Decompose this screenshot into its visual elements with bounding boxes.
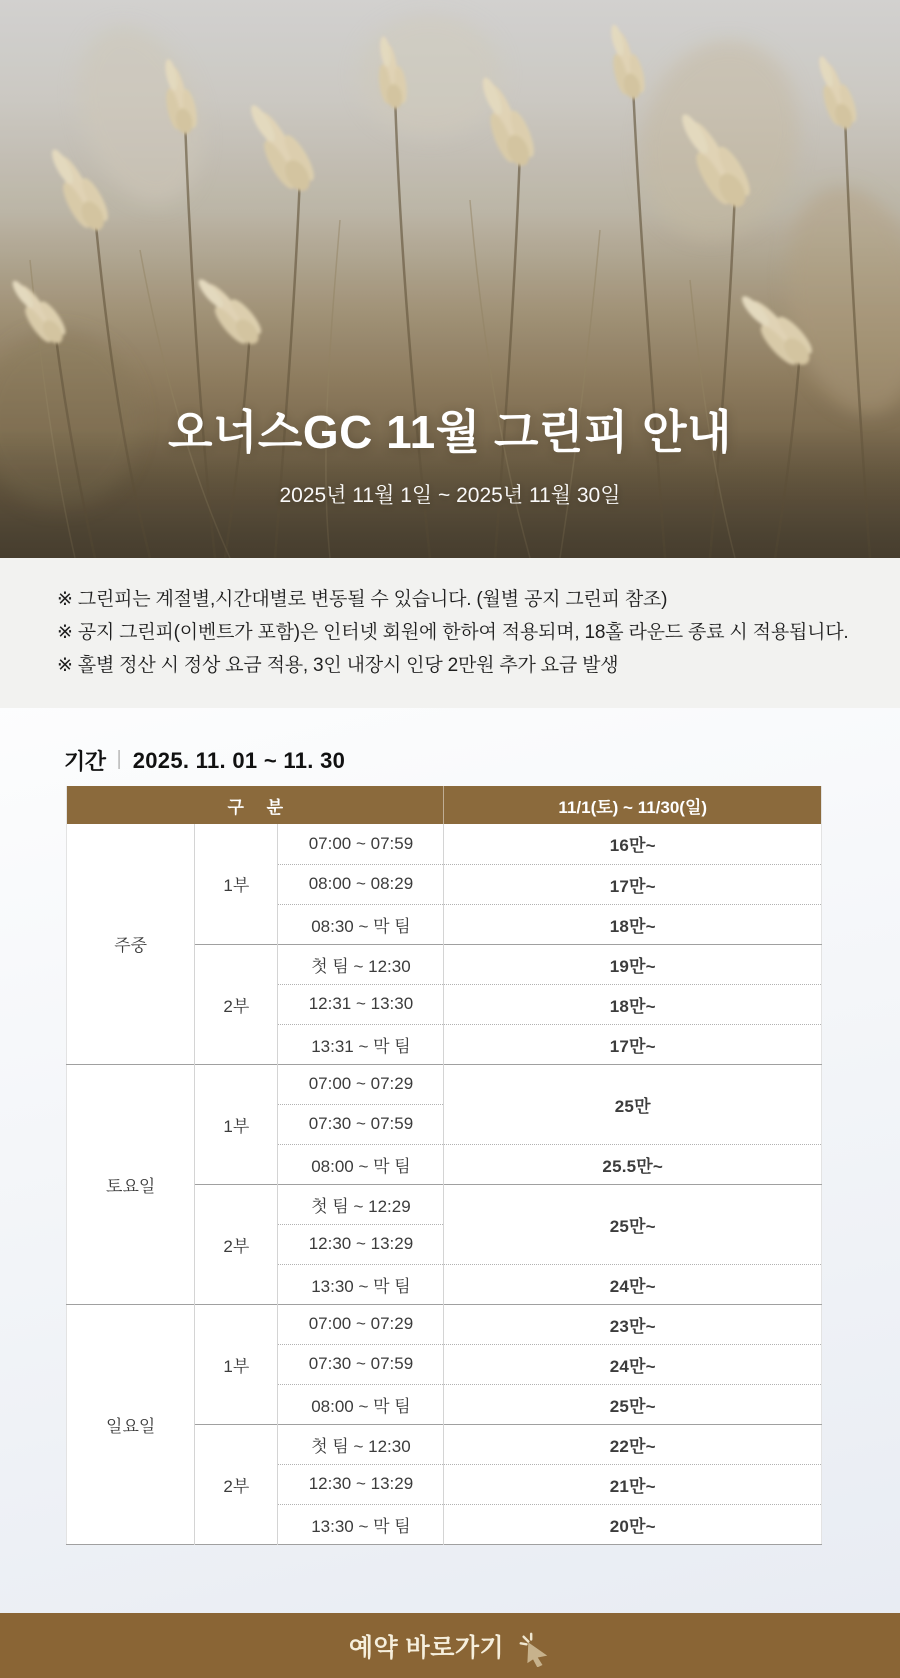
part-cell: 1부	[195, 1064, 278, 1184]
time-cell: 07:00 ~ 07:29	[278, 1304, 444, 1344]
notice-line: ※ 그린피는 계절별,시간대별로 변동될 수 있습니다. (월별 공지 그린피 참조)	[57, 589, 668, 610]
price-cell: 25만~	[444, 1184, 822, 1264]
price-cell: 19만~	[444, 944, 822, 984]
greenfee-table	[66, 786, 822, 1545]
header-period-cell: 11/1(토) ~ 11/30(일)	[444, 786, 822, 824]
part-cell: 1부	[195, 1304, 278, 1424]
part-cell: 2부	[195, 1184, 278, 1304]
hero-text-block	[0, 396, 900, 509]
time-cell: 08:30 ~ 막 팀	[278, 904, 444, 944]
period-value: 2025. 11. 01 ~ 11. 30	[132, 747, 346, 773]
notice-line: ※ 홀별 정산 시 정상 요금 적용, 3인 내장시 인당 2만원 추가 요금 발생	[57, 655, 619, 676]
click-cursor-icon	[517, 1628, 551, 1664]
price-cell: 24만~	[444, 1344, 822, 1384]
page-subtitle: 2025년 11월 1일 ~ 2025년 11월 30일	[279, 484, 621, 507]
reservation-button-label: 예약 바로가기	[348, 1633, 505, 1662]
page-title: 오너스GC 11월 그린피 안내	[168, 406, 732, 458]
price-cell: 16만~	[444, 824, 822, 864]
notice-list	[57, 583, 860, 682]
price-cell: 25.5만~	[444, 1144, 822, 1184]
day-cell: 토요일	[67, 1064, 195, 1304]
notice-line: ※ 공지 그린피(이벤트가 포함)은 인터넷 회원에 한하여 적용되며, 18홀 라운드 종료 시 적용됩니다.	[57, 622, 849, 643]
table-row	[67, 1304, 822, 1344]
price-cell: 22만~	[444, 1424, 822, 1464]
price-cell: 18만~	[444, 984, 822, 1024]
time-cell: 08:00 ~ 08:29	[278, 864, 444, 904]
time-cell: 07:00 ~ 07:59	[278, 824, 444, 864]
period-label: 기간	[64, 749, 106, 774]
time-cell: 13:30 ~ 막 팀	[278, 1504, 444, 1544]
time-cell: 07:30 ~ 07:59	[278, 1344, 444, 1384]
part-cell: 2부	[195, 1424, 278, 1544]
notice-section	[0, 558, 900, 708]
time-cell: 08:00 ~ 막 팀	[278, 1384, 444, 1424]
price-cell: 24만~	[444, 1264, 822, 1304]
time-cell: 첫 팀 ~ 12:30	[278, 944, 444, 984]
price-cell: 17만~	[444, 1024, 822, 1064]
reservation-button[interactable]	[0, 1613, 900, 1678]
price-cell: 25만	[444, 1064, 822, 1144]
price-cell: 23만~	[444, 1304, 822, 1344]
time-cell: 12:30 ~ 13:29	[278, 1224, 444, 1264]
price-cell: 20만~	[444, 1504, 822, 1544]
time-cell: 12:30 ~ 13:29	[278, 1464, 444, 1504]
time-cell: 12:31 ~ 13:30	[278, 984, 444, 1024]
time-cell: 첫 팀 ~ 12:29	[278, 1184, 444, 1224]
price-cell: 25만~	[444, 1384, 822, 1424]
hero-image	[0, 0, 900, 558]
period-heading	[64, 745, 900, 776]
time-cell: 13:31 ~ 막 팀	[278, 1024, 444, 1064]
price-cell: 17만~	[444, 864, 822, 904]
fee-section	[0, 708, 900, 1545]
time-cell: 08:00 ~ 막 팀	[278, 1144, 444, 1184]
header-category-cell: 구 분	[67, 786, 444, 824]
time-cell: 07:30 ~ 07:59	[278, 1104, 444, 1144]
period-separator: |	[116, 748, 122, 770]
price-cell: 21만~	[444, 1464, 822, 1504]
part-cell: 1부	[195, 824, 278, 944]
table-row	[67, 1064, 822, 1104]
price-cell: 18만~	[444, 904, 822, 944]
part-cell: 2부	[195, 944, 278, 1064]
day-cell: 일요일	[67, 1304, 195, 1544]
time-cell: 13:30 ~ 막 팀	[278, 1264, 444, 1304]
time-cell: 07:00 ~ 07:29	[278, 1064, 444, 1104]
day-cell: 주중	[114, 936, 148, 956]
table-header-row	[67, 786, 822, 824]
table-row	[67, 824, 822, 864]
time-cell: 첫 팀 ~ 12:30	[278, 1424, 444, 1464]
